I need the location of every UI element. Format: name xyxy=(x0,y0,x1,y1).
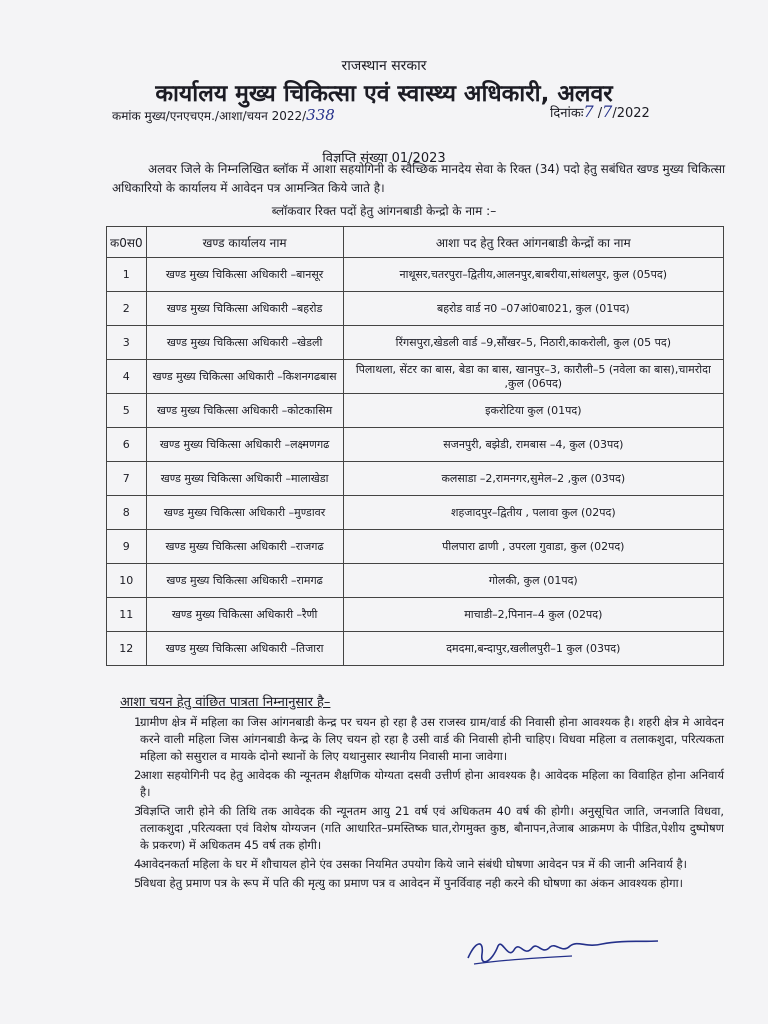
row-centers: पिलाथला, सेंटर का बास, बेडा का बास, खानपुर–3, कारौली–5 (नवेला का बास),चामरोदा ,कुल (06पद) xyxy=(343,360,723,394)
row-serial: 1 xyxy=(107,258,147,292)
table-row xyxy=(107,598,724,632)
date-label: दिनांकः xyxy=(550,106,584,121)
item-text: ग्रामीण क्षेत्र में महिला का जिस आंगनबाडी केन्द्र पर चयन हो रहा है उस राजस्व ग्राम/वार्ड की निवासी होना आवश्यक है। शहरी क्षेत्र मे आवेदन करने वाली महिला जिस आंगनबाडी केन्द्र के लिए चयन हो रहा है उसी वार्ड की निवासी होनी चाहिए। विधवा महिला व तलाकशुदा, परित्यकता महिला को ससुराल व मायके दोनो स्थानों के लिए यथानुसार स्थानीय निवासी माना जावेगा। xyxy=(140,715,724,763)
row-serial: 9 xyxy=(107,530,147,564)
table-row xyxy=(107,428,724,462)
table-header-row xyxy=(107,227,724,258)
item-number: 2 xyxy=(134,768,142,782)
item-number: 5 xyxy=(134,876,142,890)
list-item xyxy=(112,856,724,873)
date-year: /2022 xyxy=(612,106,650,121)
row-centers: नाथूसर,चतरपुरा–द्वितीय,आलनपुर,बाबरीया,सांथलपुर, कुल (05पद) xyxy=(343,258,723,292)
row-block: खण्ड मुख्य चिकित्सा अधिकारी –मुण्डावर xyxy=(146,496,343,530)
table-row xyxy=(107,530,724,564)
row-centers: रिंगसपुरा,खेडली वार्ड –9,सौंखर–5, निठारी,काकरोली, कुल (05 पद) xyxy=(343,326,723,360)
item-text: विधवा हेतु प्रमाण पत्र के रूप में पति की मृत्यु का प्रमाण पत्र व आवेदन में पुनर्विवाह नही करने की घोषणा का अंकन आवश्यक होगा। xyxy=(140,876,683,890)
row-block: खण्ड मुख्य चिकित्सा अधिकारी –रैणी xyxy=(146,598,343,632)
table-row xyxy=(107,394,724,428)
row-serial: 8 xyxy=(107,496,147,530)
row-block: खण्ड मुख्य चिकित्सा अधिकारी –किशनगढबास xyxy=(146,360,343,394)
eligibility-list xyxy=(112,714,724,894)
reference-prefix: कमांक मुख्य/एनएचएम./आशा/चयन 2022/ xyxy=(112,109,307,123)
row-centers: शहजादपुर–द्वितीय , पलावा कुल (02पद) xyxy=(343,496,723,530)
table-row xyxy=(107,258,724,292)
eligibility-title: आशा चयन हेतु वांछित पात्रता निम्नानुसार है– xyxy=(120,695,331,710)
table-row xyxy=(107,360,724,394)
row-centers: पीलपारा ढाणी , उपरला गुवाडा, कुल (02पद) xyxy=(343,530,723,564)
office-title: कार्यालय मुख्य चिकित्सा एवं स्वास्थ्य अधिकारी, अलवर xyxy=(155,81,613,107)
header-centers: आशा पद हेतु रिक्त आंगनबाडी केन्द्रों का नाम xyxy=(343,227,723,258)
handwritten-signature-icon xyxy=(462,932,662,972)
date-month: 7 xyxy=(602,102,613,121)
item-number: 4 xyxy=(134,857,142,871)
table-row xyxy=(107,292,724,326)
header-serial: क0स0 xyxy=(107,227,147,258)
row-centers: इकरोटिया कुल (01पद) xyxy=(343,394,723,428)
row-block: खण्ड मुख्य चिकित्सा अधिकारी –खेडली xyxy=(146,326,343,360)
row-centers: दमदमा,बन्दापुर,खलीलपुरी–1 कुल (03पद) xyxy=(343,632,723,666)
reference-line xyxy=(112,106,335,124)
row-block: खण्ड मुख्य चिकित्सा अधिकारी –लक्ष्मणगढ xyxy=(146,428,343,462)
item-text: विज्ञप्ति जारी होने की तिथि तक आवेदक की न्यूनतम आयु 21 वर्ष एवं अधिकतम 40 वर्ष की होगी। अनुसूचित जाति, जनजाति विधवा, तलाकशुदा ,परित्यक्ता एवं विशेष योग्यजन (गति आधारित–प्रमस्तिष्क घात,रोगमुक्त कुष्ठ, बौनापन,तेजाब आक्रमण के पीडित,पेशीय दुष्पोषण के प्रकरण) में अधिकतम 45 वर्ष तक होगी। xyxy=(140,804,724,852)
row-serial: 7 xyxy=(107,462,147,496)
row-serial: 4 xyxy=(107,360,147,394)
item-text: आवेदनकर्ता महिला के घर में शौचायल होने एंव उसका नियमित उपयोग किये जाने संबंधी घोषणा आवेदन पत्र में की जानी अनिवार्य है। xyxy=(140,857,687,871)
reference-number: 338 xyxy=(306,106,335,124)
header-block: खण्ड कार्यालय नाम xyxy=(146,227,343,258)
notice-number: विज्ञप्ति संख्या 01/2023 xyxy=(322,151,446,166)
row-serial: 3 xyxy=(107,326,147,360)
date-line xyxy=(550,102,650,121)
table-row xyxy=(107,632,724,666)
row-serial: 10 xyxy=(107,564,147,598)
list-item xyxy=(112,767,724,801)
table-row xyxy=(107,564,724,598)
table-subheading: ब्लॉकवार रिक्त पदों हेतु आंगनबाडी केन्द्रो के नाम :– xyxy=(271,204,497,218)
row-serial: 6 xyxy=(107,428,147,462)
row-centers: कलसाडा –2,रामनगर,सुमेल–2 ,कुल (03पद) xyxy=(343,462,723,496)
item-text: आशा सहयोगिनी पद हेतु आवेदक की न्यूनतम शैक्षणिक योग्यता दसवी उत्तीर्ण होना आवश्यक है। आवेदक महिला का विवाहित होना अनिवार्य है। xyxy=(140,768,724,799)
row-serial: 2 xyxy=(107,292,147,326)
row-block: खण्ड मुख्य चिकित्सा अधिकारी –मालाखेडा xyxy=(146,462,343,496)
row-serial: 12 xyxy=(107,632,147,666)
row-block: खण्ड मुख्य चिकित्सा अधिकारी –रामगढ xyxy=(146,564,343,598)
row-block: खण्ड मुख्य चिकित्सा अधिकारी –बानसूर xyxy=(146,258,343,292)
date-day: 7 xyxy=(583,102,594,121)
list-item xyxy=(112,803,724,854)
vacancy-table xyxy=(106,226,724,666)
row-centers: गोलकी, कुल (01पद) xyxy=(343,564,723,598)
row-centers: माचाडी–2,पिनान–4 कुल (02पद) xyxy=(343,598,723,632)
table-row xyxy=(107,496,724,530)
row-serial: 11 xyxy=(107,598,147,632)
row-centers: सजनपुरी, बझेडी, रामबास –4, कुल (03पद) xyxy=(343,428,723,462)
row-block: खण्ड मुख्य चिकित्सा अधिकारी –कोटकासिम xyxy=(146,394,343,428)
row-block: खण्ड मुख्य चिकित्सा अधिकारी –तिजारा xyxy=(146,632,343,666)
row-serial: 5 xyxy=(107,394,147,428)
list-item xyxy=(112,875,724,892)
table-row xyxy=(107,462,724,496)
government-name: राजस्थान सरकार xyxy=(341,58,427,74)
notice-intro: अलवर जिले के निम्नलिखित ब्लॉक में आशा सहयोगिनी के स्वैच्छिक मानदेय सेवा के रिक्त (34) पदो हेतु सबंधित खण्ड मुख्य चिकित्सा अधिकारियो के कार्यालय में आवेदन पत्र आमन्त्रित किये जाते है। xyxy=(112,162,726,195)
list-item xyxy=(112,714,724,765)
item-number: 1 xyxy=(134,715,142,729)
row-centers: बहरोड वार्ड न0 –07आं0बा021, कुल (01पद) xyxy=(343,292,723,326)
table-row xyxy=(107,326,724,360)
row-block: खण्ड मुख्य चिकित्सा अधिकारी –बहरोड xyxy=(146,292,343,326)
row-block: खण्ड मुख्य चिकित्सा अधिकारी –राजगढ xyxy=(146,530,343,564)
date-separator: / xyxy=(593,106,603,121)
item-number: 3 xyxy=(134,804,142,818)
